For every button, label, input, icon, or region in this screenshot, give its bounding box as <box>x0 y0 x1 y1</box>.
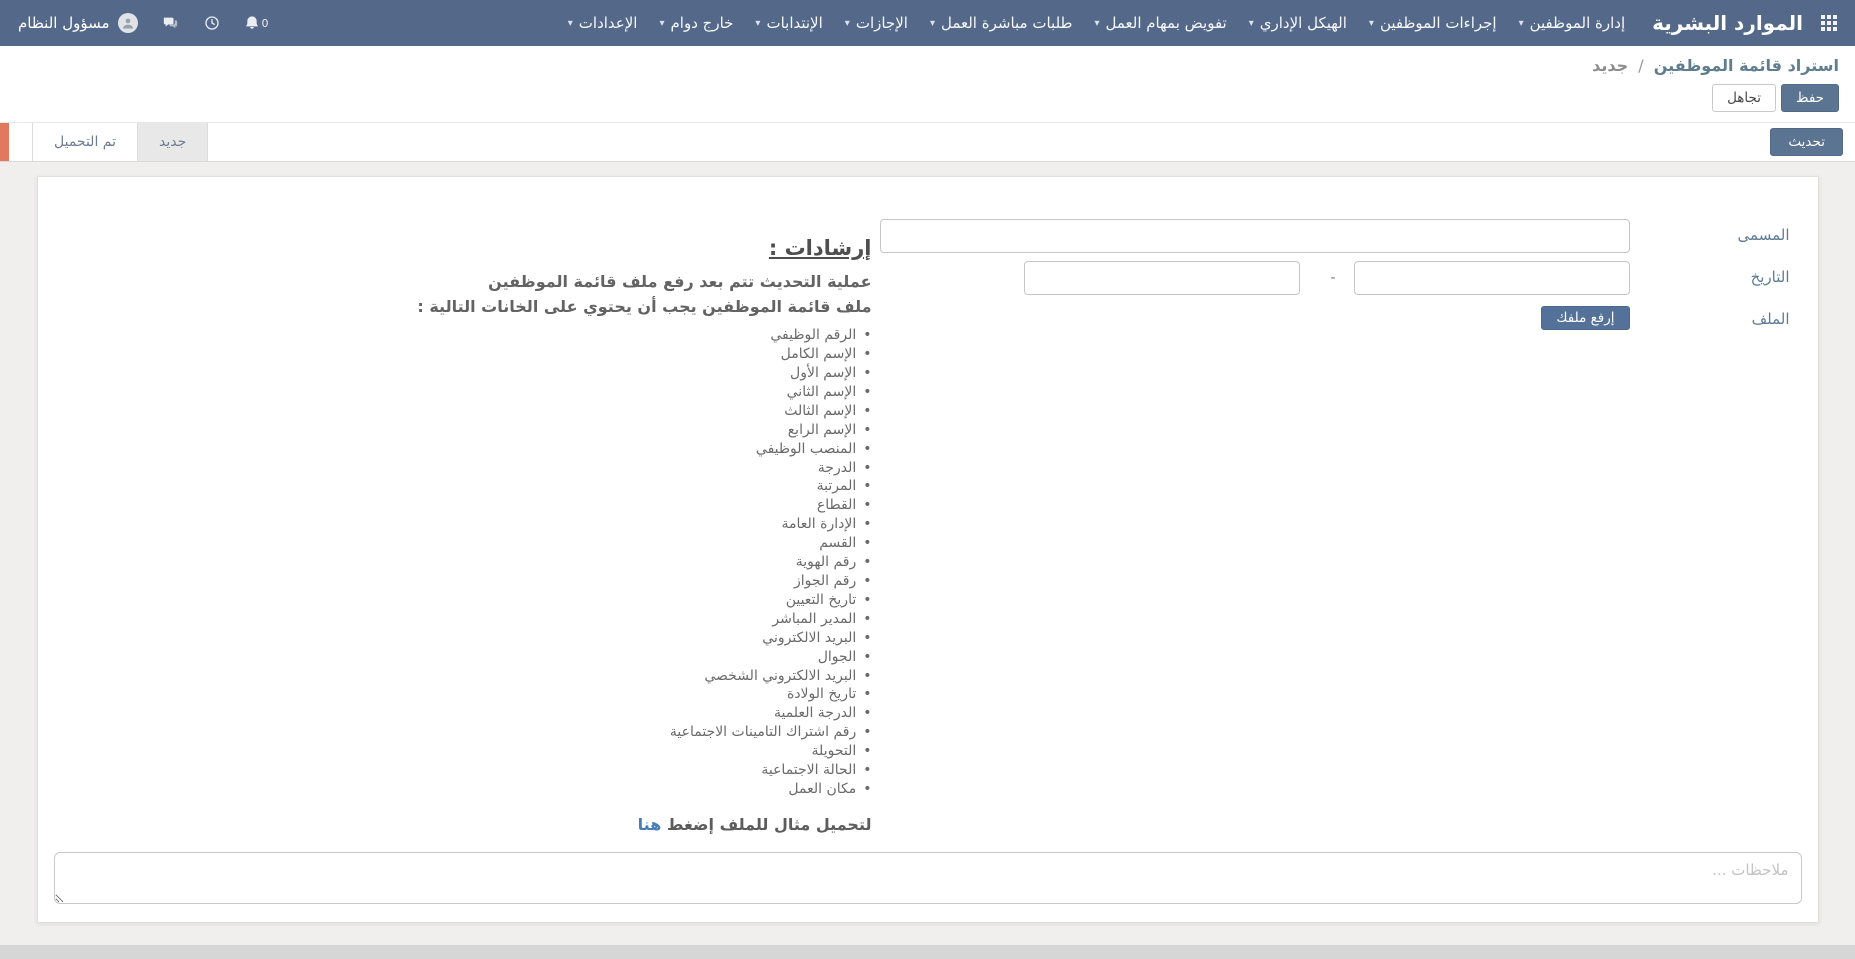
title-input[interactable] <box>880 219 1630 253</box>
main-menu-bar <box>557 0 1636 46</box>
download-example-line <box>68 815 872 834</box>
instructions-title: إرشادات : <box>768 236 872 261</box>
instructions-line-1: عملية التحديث تتم بعد رفع ملف قائمة الموظفين <box>488 272 872 292</box>
form-view-area <box>0 162 1855 945</box>
chevron-down-icon: ▾ <box>567 17 573 29</box>
app-brand-title[interactable]: الموارد البشرية <box>1652 11 1803 35</box>
notifications-button[interactable] <box>235 9 278 37</box>
required-column-item: • الإسم الأول <box>68 364 872 383</box>
required-column-item: • الرقم الوظيفي <box>68 326 872 345</box>
form-action-buttons <box>16 84 1839 112</box>
control-panel <box>0 46 1855 122</box>
nav-menu-item[interactable] <box>1083 0 1237 46</box>
breadcrumb-parent-link[interactable]: استراد قائمة الموظفين <box>1653 56 1839 75</box>
nav-menu-item[interactable] <box>648 0 744 46</box>
user-name: مسؤول النظام <box>18 14 110 32</box>
breadcrumb-current: جديد <box>1592 56 1629 75</box>
form-sheet <box>37 176 1819 923</box>
nav-menu-item[interactable] <box>1508 0 1637 46</box>
status-stage[interactable] <box>32 123 137 161</box>
messages-button[interactable] <box>152 9 189 37</box>
required-column-item: • المرتبة <box>68 477 872 496</box>
bottom-strip <box>0 945 1855 959</box>
required-column-item: • تاريخ التعيين <box>68 591 872 610</box>
nav-menu-item[interactable] <box>1358 0 1508 46</box>
date-range-separator: - <box>1330 270 1336 287</box>
required-column-item: • الجوال <box>68 648 872 667</box>
required-column-item: • الإدارة العامة <box>68 515 872 534</box>
nav-menu-item[interactable] <box>834 0 919 46</box>
form-body <box>54 219 1802 852</box>
date-to-input[interactable] <box>1024 261 1300 295</box>
nav-menu-item[interactable] <box>919 0 1084 46</box>
chevron-down-icon: ▾ <box>659 17 665 29</box>
download-example-text: لتحميل مثال للملف إضغط <box>666 814 872 834</box>
chevron-down-icon: ▾ <box>1248 17 1254 29</box>
required-column-item: • القسم <box>68 534 872 553</box>
nav-menu-label: إدارة الموظفين <box>1529 14 1626 32</box>
required-column-item: • القطاع <box>68 496 872 515</box>
required-column-item: • التحويلة <box>68 742 872 761</box>
required-column-item: • مكان العمل <box>68 780 872 799</box>
file-control <box>1541 303 1629 330</box>
chevron-down-icon: ▾ <box>1094 17 1100 29</box>
nav-menu-item[interactable] <box>1238 0 1358 46</box>
date-range <box>1024 261 1629 295</box>
required-column-item: • المنصب الوظيفي <box>68 440 872 459</box>
chevron-down-icon: ▾ <box>1518 17 1524 29</box>
required-column-item: • الحالة الاجتماعية <box>68 761 872 780</box>
systray <box>10 9 278 37</box>
upload-file-button[interactable]: إرفع ملفك <box>1541 306 1629 330</box>
clock-icon <box>204 15 220 31</box>
nav-menu-item[interactable] <box>557 0 649 46</box>
breadcrumb-separator: / <box>1638 56 1644 75</box>
date-from-input[interactable] <box>1354 261 1630 295</box>
nav-menu-label: الإنتدابات <box>766 14 823 32</box>
required-column-item: • الإسم الثاني <box>68 383 872 402</box>
required-column-item: • الدرجة العلمية <box>68 704 872 723</box>
status-stages <box>32 123 208 161</box>
unsaved-indicator-strip <box>0 123 9 161</box>
nav-menu-label: تفويض بمهام العمل <box>1105 14 1227 32</box>
nav-menu-label: خارج دوام <box>670 14 734 32</box>
required-column-item: • الإسم الثالث <box>68 402 872 421</box>
chevron-down-icon: ▾ <box>1368 17 1374 29</box>
required-column-item: • البريد الالكتروني الشخصي <box>68 667 872 686</box>
user-menu[interactable] <box>10 9 146 37</box>
apps-grid-icon <box>1821 15 1837 31</box>
bell-icon <box>244 15 260 31</box>
save-button[interactable]: حفظ <box>1781 84 1839 112</box>
fields-column <box>880 219 1790 338</box>
breadcrumb <box>16 56 1839 75</box>
status-stage-label: جديد <box>159 134 187 151</box>
discard-button[interactable]: تجاهل <box>1712 84 1776 112</box>
chevron-down-icon: ▾ <box>755 17 761 29</box>
required-column-item: • الإسم الكامل <box>68 345 872 364</box>
activities-button[interactable] <box>195 9 229 37</box>
file-field-row <box>880 303 1790 330</box>
required-column-item: • الإسم الرابع <box>68 421 872 440</box>
nav-menu-label: طلبات مباشرة العمل <box>940 14 1073 32</box>
download-example-link[interactable]: هنا <box>637 814 662 834</box>
statusbar <box>0 122 1855 162</box>
required-column-item: • المدير المباشر <box>68 610 872 629</box>
notification-count-badge: 0 <box>261 16 269 30</box>
apps-menu-button[interactable] <box>1813 9 1845 37</box>
status-stage[interactable] <box>137 123 208 161</box>
chevron-down-icon: ▾ <box>844 17 850 29</box>
chat-icon <box>161 15 180 31</box>
required-column-item: • رقم الهوية <box>68 553 872 572</box>
required-column-item: • تاريخ الولادة <box>68 685 872 704</box>
nav-menu-label: الإعدادات <box>578 14 638 32</box>
notes-textarea[interactable] <box>54 852 1802 904</box>
date-field-label: التاريخ <box>1750 268 1790 287</box>
nav-menu-item[interactable] <box>744 0 833 46</box>
status-stage-label: تم التحميل <box>54 134 117 151</box>
update-button[interactable]: تحديث <box>1770 128 1843 156</box>
instructions-block <box>66 236 880 834</box>
title-field-row <box>880 219 1790 253</box>
chevron-down-icon: ▾ <box>929 17 935 29</box>
file-field-label: الملف <box>1751 310 1790 329</box>
required-column-item: • البريد الالكتروني <box>68 629 872 648</box>
nav-menu-label: إجراءات الموظفين <box>1379 14 1497 32</box>
date-field-row <box>880 261 1790 295</box>
required-column-item: • رقم الجواز <box>68 572 872 591</box>
nav-menu-label: الهيكل الإداري <box>1259 14 1347 32</box>
title-field-label: المسمى <box>1737 226 1790 245</box>
required-columns-list <box>68 326 872 799</box>
avatar <box>118 13 138 33</box>
required-column-item: • رقم اشتراك التامينات الاجتماعية <box>68 723 872 742</box>
instructions-line-2: ملف قائمة الموظفين يجب أن يحتوي على الخانات التالية : <box>417 297 872 317</box>
nav-menu-label: الإجازات <box>855 14 908 32</box>
top-navbar <box>0 0 1855 46</box>
required-column-item: • الدرجة <box>68 459 872 478</box>
